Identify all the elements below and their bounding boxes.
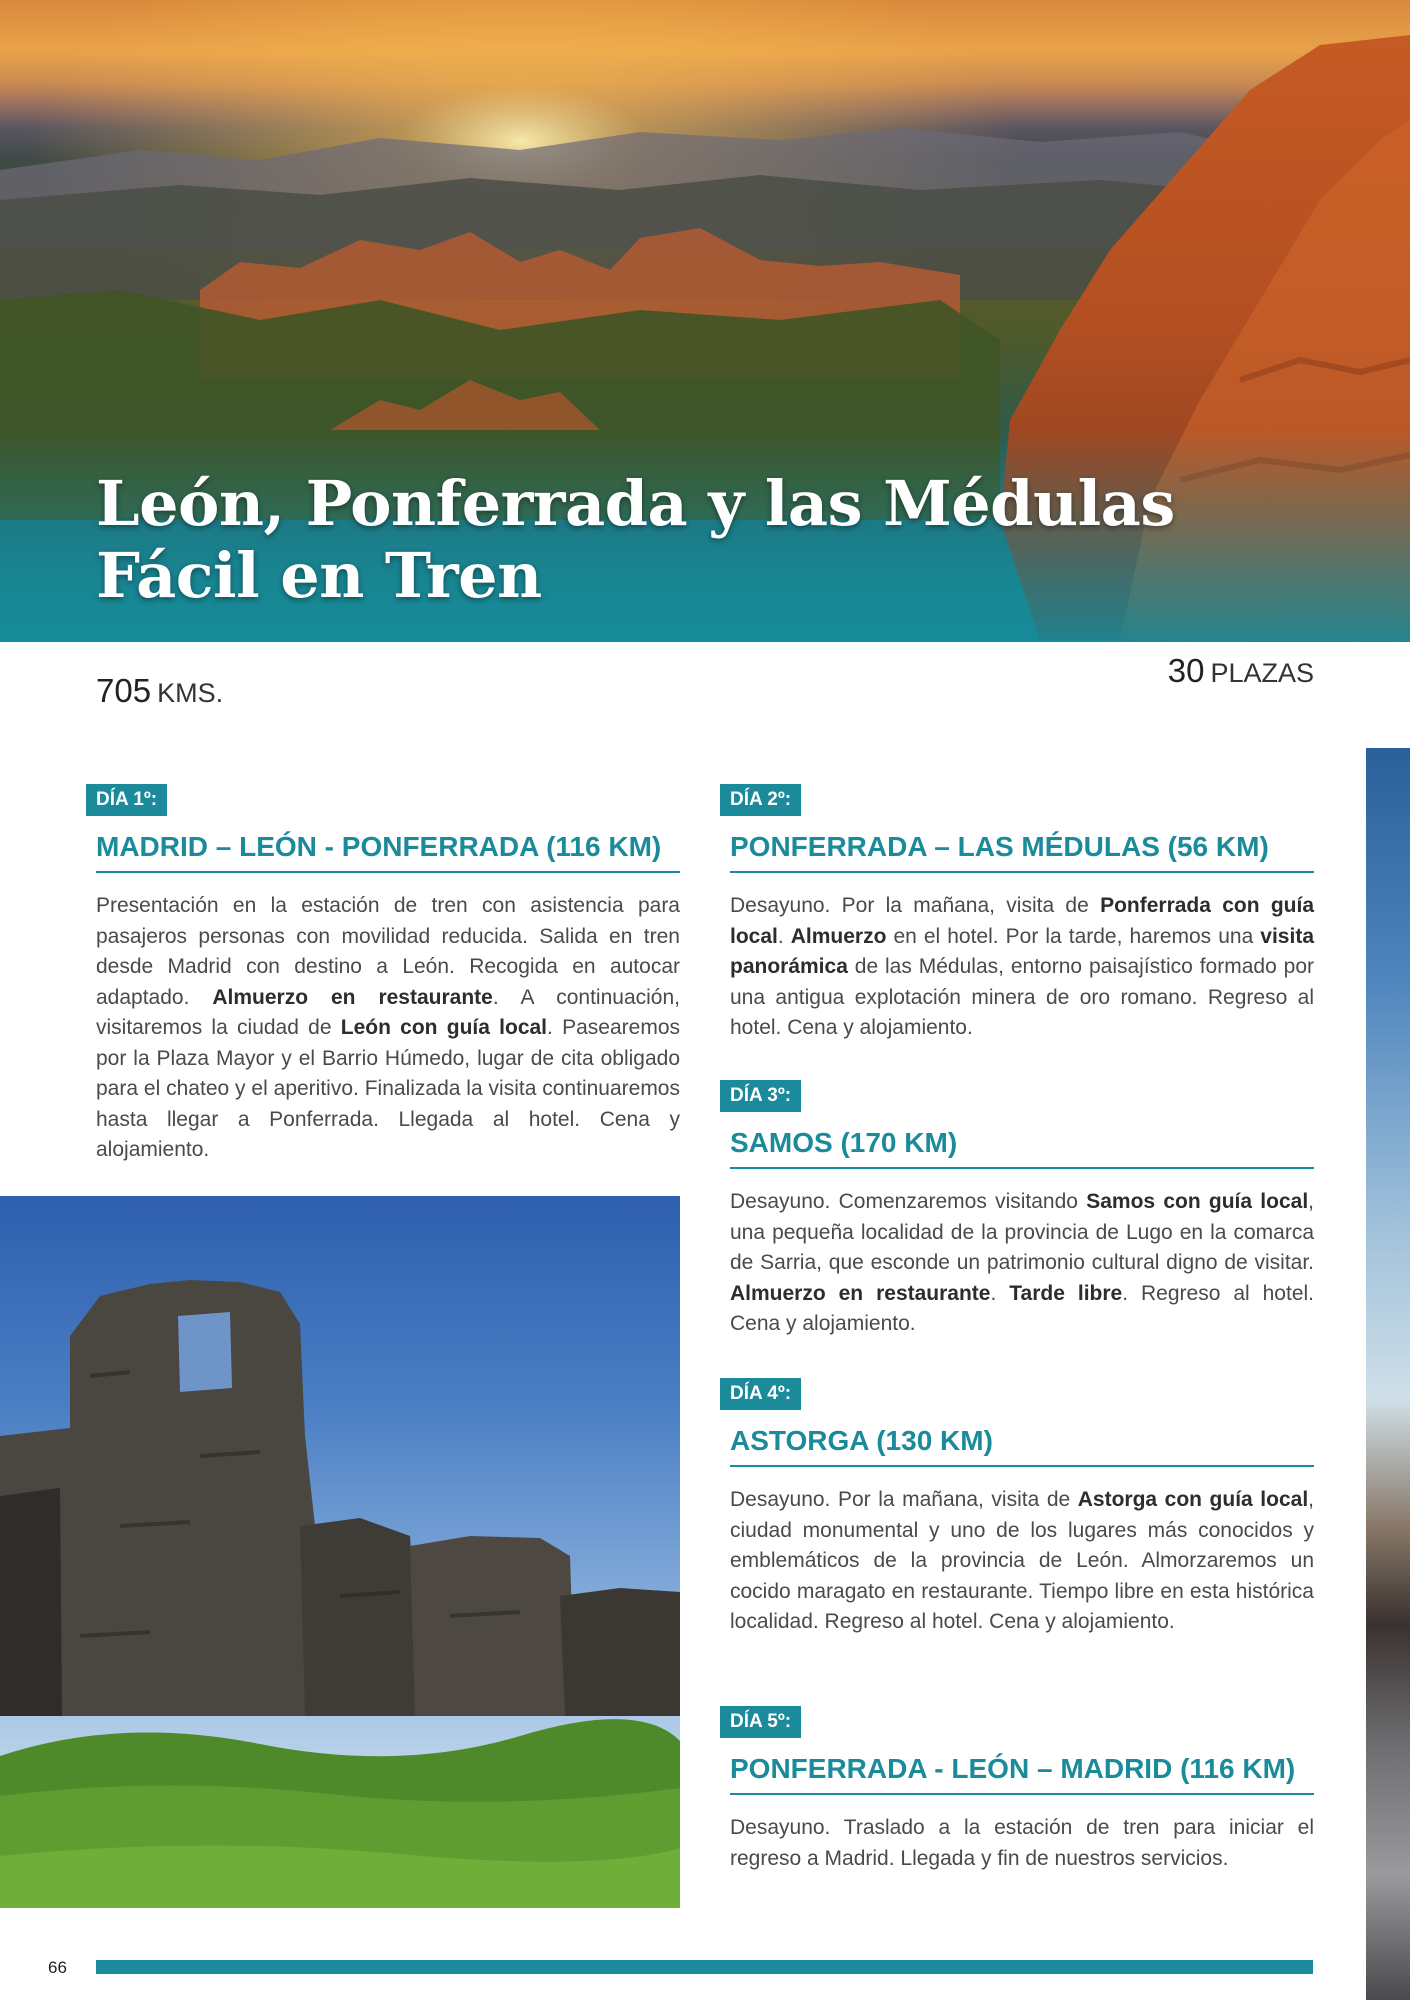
body-text: Desayuno. Por la mañana, visita de (730, 894, 1101, 917)
body-text: de las Médulas, entorno paisajístico formado por una antigua explotación minera de oro romano. Regreso al hotel. Cena y alojamiento. (730, 955, 1314, 1039)
body-text: . (777, 924, 791, 948)
body-text: , ciudad monumental y uno de los lugares más conocidos y emblemáticos de la provincia de León. Almorzaremos un cocido maragato en restaurante. Tiempo libre en esta histórica localidad. Regreso al hotel. Cena y alojamiento. (730, 1488, 1314, 1633)
title-line-2: Fácil en Tren (96, 539, 542, 612)
body-text: Desayuno. Comenzaremos visitando (730, 1190, 1087, 1213)
day-description (730, 1813, 1314, 1874)
highlight-text: Almuerzo en restaurante (730, 1281, 991, 1305)
day-title: ASTORGA (130 KM) (730, 1422, 1314, 1467)
day-description (96, 891, 680, 1166)
highlight-text: Astorga con guía local (1077, 1488, 1309, 1511)
title-line-1: León, Ponferrada y las Médulas (96, 467, 1175, 540)
body-text: . (990, 1281, 1010, 1305)
page-title (96, 468, 1175, 612)
day-description (730, 891, 1314, 1044)
highlight-text: Almuerzo en restaurante (212, 985, 493, 1009)
highlight-text: visita panorámica (730, 924, 1314, 978)
body-text: Desayuno. Traslado a la estación de tren para iniciar el regreso a Madrid. Llegada y fin de nuestros servicios. (730, 1816, 1314, 1870)
day-title: SAMOS (170 KM) (730, 1124, 1314, 1169)
body-text: . Pasearemos por la Plaza Mayor y el Barrio Húmedo, lugar de cita obligado para el chateo y el aperitivo. Finalizada la visita continuaremos hasta llegar a Ponferrada. Llegada al hotel. Cena y alojamiento. (96, 1016, 680, 1161)
day-description (730, 1187, 1314, 1340)
day-badge: DÍA 1º: (86, 784, 167, 816)
page-number: 66 (48, 1958, 67, 1977)
distance-value: 705 (96, 672, 152, 709)
body-text: , una pequeña localidad de la provincia de Lugo en la comarca de Sarria, que esconde un patrimonio cultural digno de visitar. (730, 1190, 1314, 1274)
castle-wall-photo (0, 1196, 680, 1908)
body-text: . Regreso al hotel. Cena y alojamiento. (730, 1281, 1315, 1335)
seats-stat (1168, 652, 1314, 690)
body-text: Presentación en la estación de tren con asistencia para pasajeros personas con movilidad reducida. Salida en tren desde Madrid con destino a León. Recogida en autocar adaptado. (96, 894, 680, 1009)
footer-accent-bar (96, 1960, 1313, 1974)
day-badge: DÍA 4º: (720, 1378, 801, 1410)
day-title: PONFERRADA - LEÓN – MADRID (116 KM) (730, 1750, 1314, 1795)
highlight-text: León con guía local (340, 1016, 548, 1039)
day-1-section (96, 784, 680, 1166)
day-description (730, 1485, 1314, 1638)
seats-unit: PLAZAS (1210, 658, 1314, 688)
day-5-section (730, 1706, 1314, 1874)
castle-illustration (0, 1196, 680, 1908)
highlight-text: Almuerzo (790, 924, 887, 948)
distance-stat (96, 672, 223, 710)
highlight-text: Ponferrada con guía local (730, 894, 1314, 948)
body-text: en el hotel. Por la tarde, haremos una (886, 924, 1261, 948)
adjacent-page-photo-edge (1366, 748, 1410, 2000)
day-badge: DÍA 3º: (720, 1080, 801, 1112)
body-text: Desayuno. Por la mañana, visita de (730, 1488, 1078, 1511)
body-text: . A continuación, visitaremos la ciudad de (96, 985, 680, 1039)
distance-unit: KMS. (157, 678, 224, 708)
day-3-section (730, 1080, 1314, 1340)
hero-banner (0, 0, 1410, 642)
seats-value: 30 (1167, 652, 1205, 689)
day-2-section (730, 784, 1314, 1044)
day-badge: DÍA 5º: (720, 1706, 801, 1738)
day-title: MADRID – LEÓN - PONFERRADA (116 KM) (96, 828, 680, 873)
day-badge: DÍA 2º: (720, 784, 801, 816)
day-title: PONFERRADA – LAS MÉDULAS (56 KM) (730, 828, 1314, 873)
day-4-section (730, 1378, 1314, 1638)
highlight-text: Samos con guía local (1086, 1190, 1309, 1213)
highlight-text: Tarde libre (1009, 1281, 1123, 1305)
